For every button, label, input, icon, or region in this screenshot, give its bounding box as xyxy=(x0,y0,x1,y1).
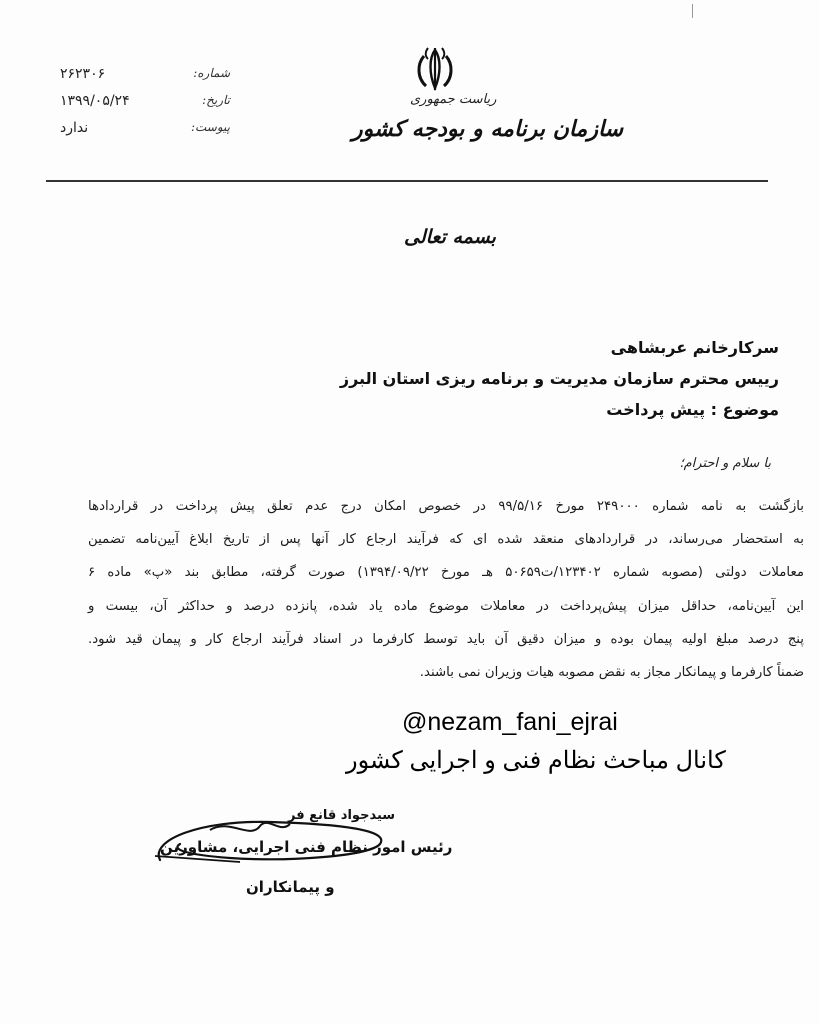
signatory-name: سیدجواد قانع فر xyxy=(288,808,396,823)
watermark-channel: کانال مباحث نظام فنی و اجرایی کشور xyxy=(346,747,726,774)
body-line: به استحضار می‌رساند، در قراردادهای منعقد شده ای که فرآیند ارجاع کار آنها پس از تاریخ ابلاغ آیین‌نامه تضمین xyxy=(88,532,804,548)
recipient-position: رییس محترم سازمان مدیریت و برنامه ریزی استان البرز xyxy=(339,369,779,388)
body-line: پنج درصد مبلغ اولیه پیمان بوده و میزان دقیق آن باید توسط کارفرما در اسناد فرآیند ارجاع کار و پیمان قید شود. xyxy=(88,631,804,647)
org-name: سازمان برنامه و بودجه کشور xyxy=(352,116,624,142)
signatory-title-continued: و پیمانکاران xyxy=(246,878,335,896)
meta-number-row xyxy=(60,66,230,93)
meta-attachment-label: پیوست: xyxy=(190,120,230,134)
body-line: ضمناً کارفرما و پیمانکار مجاز به نقض مصوبه هیات وزیران نمی باشند. xyxy=(419,664,804,680)
meta-attachment-value: ندارد xyxy=(60,120,89,136)
body-line: این آیین‌نامه، حداقل میزان پیش‌پرداخت در معاملات موضوع ماده یاد شده، پانزده درصد و حداکثر آن، بیست و xyxy=(88,598,804,614)
greeting: با سلام و احترام؛ xyxy=(679,456,771,471)
body-line: بازگشت به نامه شماره ۲۴۹۰۰۰ مورخ ۹۹/۵/۱۶ در خصوص امکان درج عدم تعلق پیش پرداخت در قراردادها xyxy=(88,499,804,514)
meta-date-label: تاریخ: xyxy=(202,93,230,107)
meta-number-label: شماره: xyxy=(193,66,230,80)
meta-attachment-row xyxy=(60,120,230,147)
basmala: بسمه تعالی xyxy=(404,226,496,248)
meta-date-row xyxy=(60,93,230,120)
body-line: معاملات دولتی (مصوبه شماره ۱۲۳۴۰۲/ت۵۰۶۵۹ هـ مورخ ۱۳۹۴/۰۹/۲۲) صورت گرفته، مطابق بند «پ» ماده ۶ xyxy=(88,565,804,581)
iran-emblem-icon xyxy=(412,44,458,94)
letter-subject: موضوع : پیش پرداخت xyxy=(606,400,779,419)
header-divider xyxy=(46,180,768,182)
scan-mark xyxy=(692,4,693,18)
letter-meta xyxy=(60,66,230,147)
handwritten-signature xyxy=(140,800,410,890)
org-subtitle: ریاست جمهوری xyxy=(410,92,497,107)
meta-number-value: ۲۶۲۳۰۶ xyxy=(60,66,106,82)
letter-body xyxy=(88,490,804,689)
meta-date-value: ۱۳۹۹/۰۵/۲۴ xyxy=(60,93,130,109)
signatory-title: رئیس امور نظام فنی اجرایی، مشاورین xyxy=(160,838,453,856)
watermark-handle: @nezam_fani_ejrai xyxy=(402,708,618,736)
recipient-name: سرکارخانم عربشاهی xyxy=(610,338,779,357)
